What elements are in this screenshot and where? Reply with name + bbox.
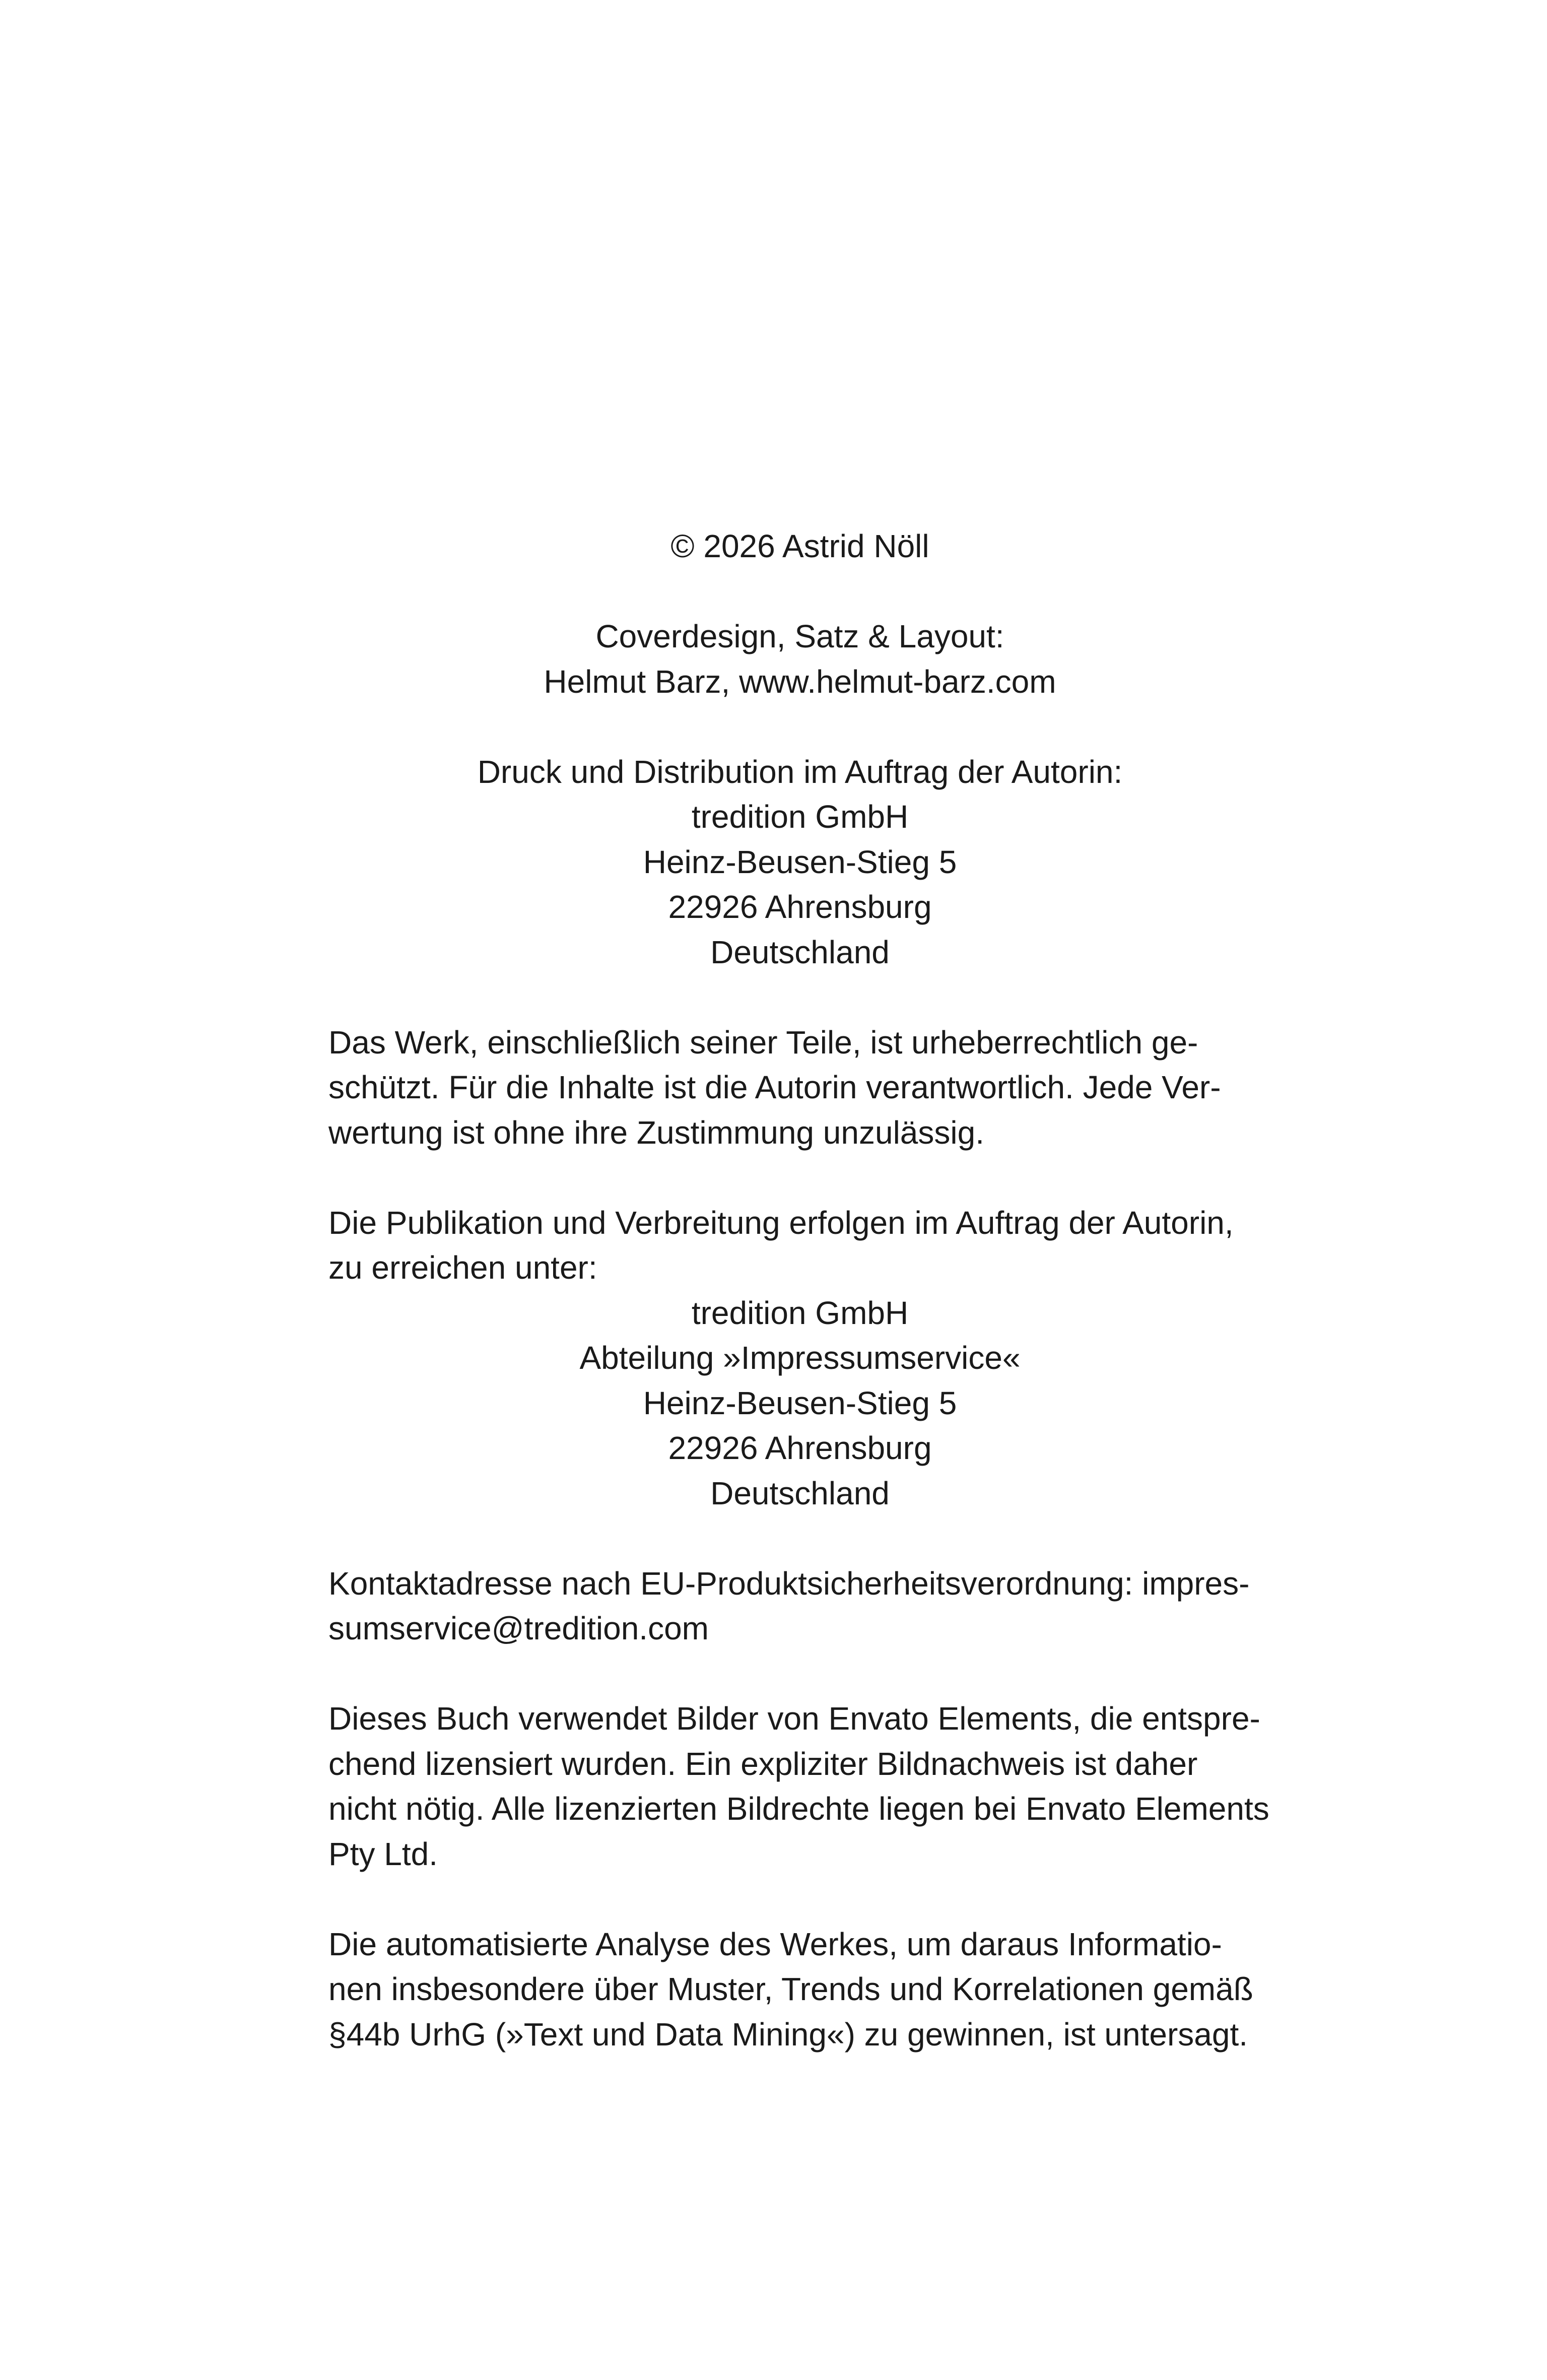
spacer <box>328 1516 1271 1561</box>
print-city: 22926 Ahrensburg <box>668 889 932 925</box>
imprint-content <box>328 524 1271 2057</box>
tdm-notice-line: nen insbesondere über Muster, Trends und Korrelationen gemäß <box>328 1971 1253 2007</box>
cover-credit-name: Helmut Barz, www.helmut-barz.com <box>544 663 1056 700</box>
spacer <box>328 1155 1271 1201</box>
print-country: Deutschland <box>710 934 890 970</box>
print-company: tredition GmbH <box>691 799 909 835</box>
spacer <box>328 704 1271 750</box>
contact-paragraph <box>328 1561 1271 1651</box>
copyright-notice-paragraph <box>328 1020 1271 1156</box>
copyright-line <box>328 524 1271 569</box>
print-distribution-heading: Druck und Distribution im Auftrag der Autorin: <box>477 753 1123 790</box>
spacer <box>328 975 1271 1020</box>
images-notice-line: Pty Ltd. <box>328 1835 438 1872</box>
copyright-notice-line: wertung ist ohne ihre Zustimmung unzulässig. <box>328 1114 984 1151</box>
images-notice-paragraph <box>328 1696 1271 1877</box>
contact-line: Kontaktadresse nach EU-Produktsicherheitsverordnung: impres- <box>328 1565 1250 1602</box>
publication-department: Abteilung »Impressumservice« <box>579 1340 1021 1376</box>
publication-city: 22926 Ahrensburg <box>668 1430 932 1466</box>
publication-line: Die Publikation und Verbreitung erfolgen im Auftrag der Autorin, <box>328 1204 1234 1241</box>
publication-country: Deutschland <box>710 1475 890 1511</box>
print-distribution-block <box>328 750 1271 975</box>
contact-line: sumservice@tredition.com <box>328 1610 709 1646</box>
print-street: Heinz-Beusen-Stieg 5 <box>643 843 957 880</box>
publication-line: zu erreichen unter: <box>328 1249 597 1286</box>
copyright-notice-line: schützt. Für die Inhalte ist die Autorin verantwortlich. Jede Ver- <box>328 1069 1221 1105</box>
publication-address <box>328 1291 1271 1516</box>
publication-street: Heinz-Beusen-Stieg 5 <box>643 1384 957 1421</box>
images-notice-line: Dieses Buch verwendet Bilder von Envato Elements, die entspre- <box>328 1700 1260 1737</box>
tdm-notice-paragraph <box>328 1922 1271 2058</box>
spacer <box>328 1651 1271 1697</box>
cover-credit-heading: Coverdesign, Satz & Layout: <box>595 618 1004 654</box>
publication-block <box>328 1201 1271 1516</box>
copyright-notice-line: Das Werk, einschließlich seiner Teile, ist urheberrechtlich ge- <box>328 1024 1198 1061</box>
images-notice-line: chend lizensiert wurden. Ein expliziter Bildnachweis ist daher <box>328 1745 1198 1782</box>
tdm-notice-line: Die automatisierte Analyse des Werkes, um daraus Informatio- <box>328 1926 1222 1962</box>
tdm-notice-line: §44b UrhG (»Text und Data Mining«) zu gewinnen, ist untersagt. <box>328 2016 1248 2053</box>
publication-company: tredition GmbH <box>691 1294 909 1331</box>
spacer <box>328 569 1271 615</box>
spacer <box>328 1877 1271 1922</box>
images-notice-line: nicht nötig. Alle lizenzierten Bildrechte liegen bei Envato Elements <box>328 1791 1269 1827</box>
copyright-text: © 2026 Astrid Nöll <box>670 528 929 564</box>
cover-credit-block <box>328 614 1271 704</box>
